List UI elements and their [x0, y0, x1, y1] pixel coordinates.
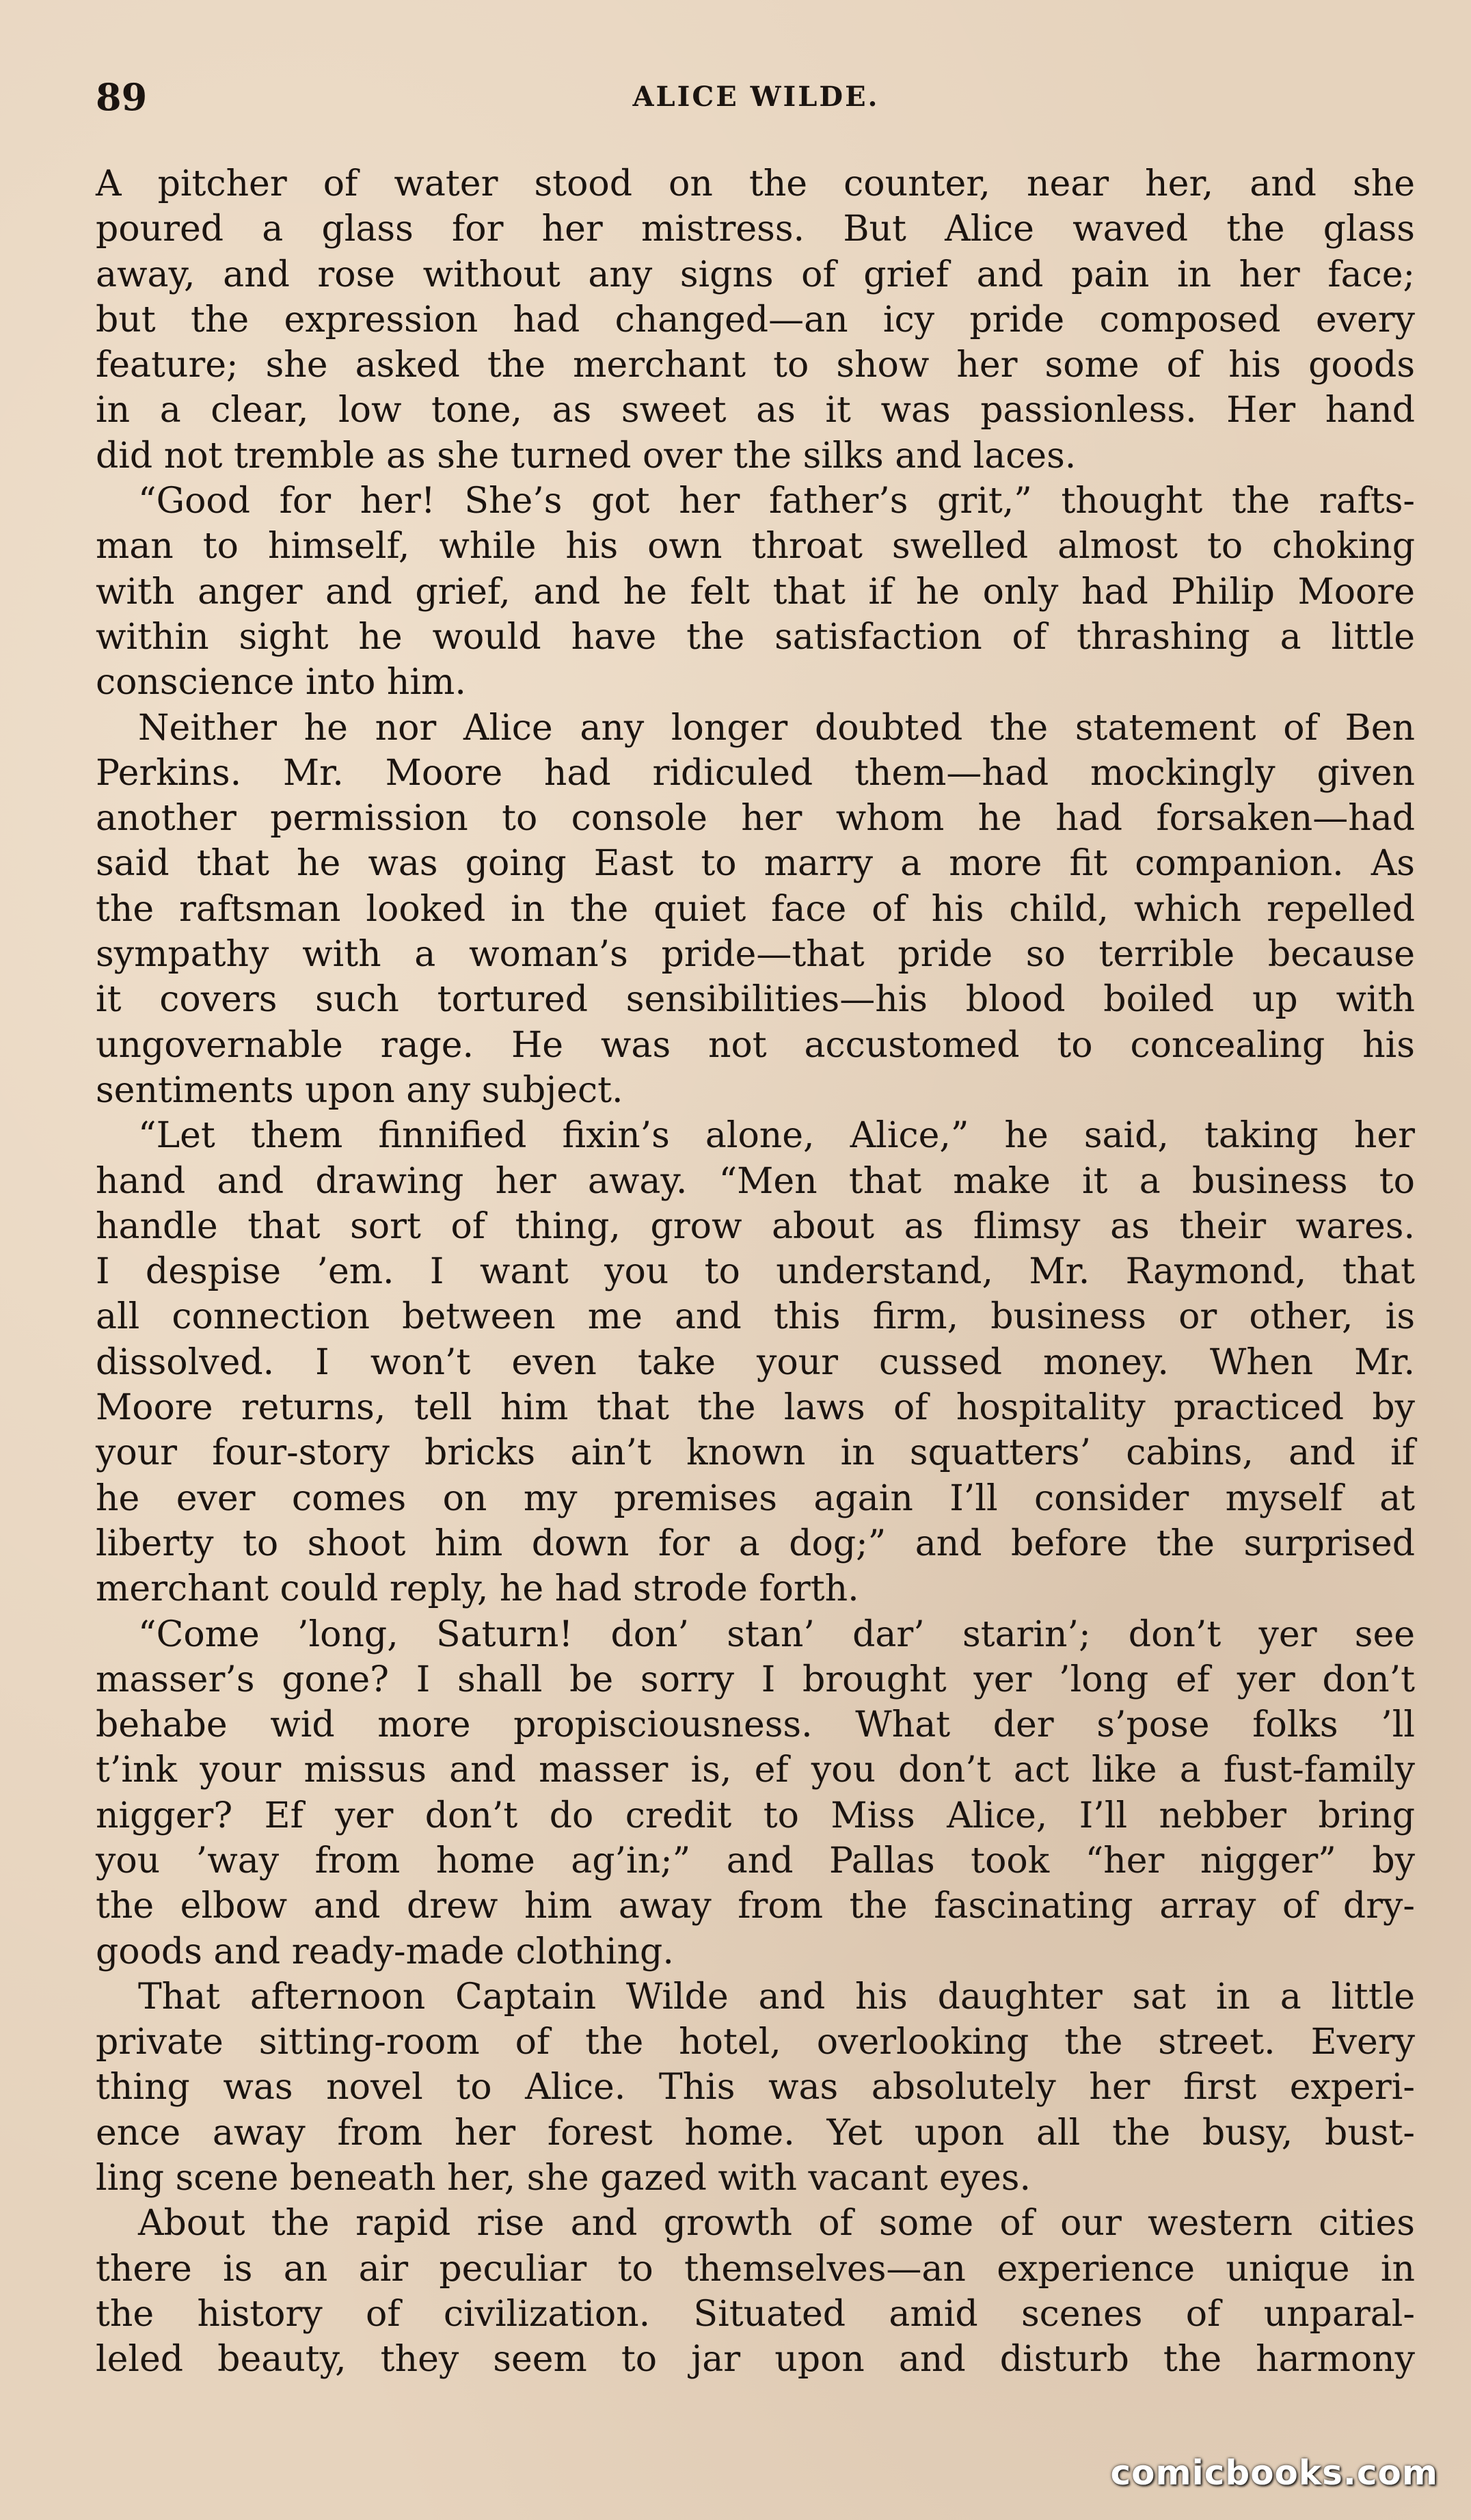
text-line: leled beauty, they seem to jar upon and disturb the harmony	[96, 2339, 1415, 2381]
text-line: the history of civilization. Situated amid scenes of unparal-	[96, 2293, 1415, 2335]
text-line: That afternoon Captain Wilde and his daughter sat in a little	[138, 1976, 1415, 2018]
text-line: handle that sort of thing, grow about as flimsy as their wares.	[96, 1205, 1415, 1247]
text-line: Neither he nor Alice any longer doubted the statement of Ben	[138, 707, 1415, 749]
text-line: behabe wid more propisciousness. What der s’pose folks ’ll	[96, 1704, 1415, 1746]
text-line: away, and rose without any signs of grief and pain in her face;	[96, 254, 1415, 295]
text-line: “Good for her! She’s got her father’s grit,” thought the rafts-	[138, 481, 1415, 522]
text-line: ungovernable rage. He was not accustomed to concealing his	[96, 1024, 1415, 1066]
text-line: nigger? Ef yer don’t do credit to Miss Alice, I’ll nebber bring	[96, 1795, 1415, 1836]
text-line: the raftsman looked in the quiet face of his child, which repelled	[96, 888, 1415, 930]
text-line: your four-story bricks ain’t known in squatters’ cabins, and if	[96, 1432, 1415, 1474]
text-line: sentiments upon any subject.	[96, 1069, 623, 1111]
text-line: hand and drawing her away. “Men that make it a business to	[96, 1160, 1415, 1202]
text-line: About the rapid rise and growth of some of our western cities	[138, 2203, 1415, 2244]
running-header	[96, 77, 1416, 118]
paragraph	[96, 706, 1415, 1114]
text-line: dissolved. I won’t even take your cussed money. When Mr.	[96, 1341, 1415, 1383]
paragraph	[96, 1974, 1415, 2201]
watermark: comicbooks.com	[1110, 2453, 1438, 2493]
text-line: you ’way from home ag’in;” and Pallas took “her nigger” by	[96, 1840, 1415, 1881]
text-line: masser’s gone? I shall be sorry I brought yer ’long ef yer don’t	[96, 1659, 1415, 1700]
paragraph	[96, 2201, 1415, 2382]
text-line: merchant could reply, he had strode forth.	[96, 1568, 859, 1610]
text-line: “Come ’long, Saturn! don’ stan’ dar’ starin’; don’t yer see	[138, 1613, 1415, 1655]
text-line: feature; she asked the merchant to show her some of his goods	[96, 345, 1415, 386]
text-line: thing was novel to Alice. This was absolutely her first experi-	[96, 2067, 1415, 2108]
running-title: ALICE WILDE.	[632, 81, 880, 113]
text-line: the elbow and drew him away from the fascinating array of dry-	[96, 1886, 1415, 1927]
text-line: “Let them finnified fixin’s alone, Alice,” he said, taking her	[138, 1115, 1415, 1157]
text-line: poured a glass for her mistress. But Alice waved the glass	[96, 209, 1415, 250]
text-line: he ever comes on my premises again I’ll consider myself at	[96, 1477, 1415, 1519]
text-line: liberty to shoot him down for a dog;” and before the surprised	[96, 1523, 1415, 1564]
paragraph	[96, 1612, 1415, 1974]
text-line: ling scene beneath her, she gazed with vacant eyes.	[96, 2158, 1031, 2199]
paragraph	[96, 1113, 1415, 1611]
text-line: t’ink your missus and masser is, ef you don’t act like a fust-family	[96, 1750, 1415, 1791]
text-line: it covers such tortured sensibilities—his blood boiled up with	[96, 979, 1415, 1021]
text-line: with anger and grief, and he felt that if he only had Philip Moore	[96, 571, 1415, 613]
text-line: there is an air peculiar to themselves—an experience unique in	[96, 2248, 1415, 2290]
text-line: but the expression had changed—an icy pride composed every	[96, 299, 1415, 340]
text-line: did not tremble as she turned over the silks and laces.	[96, 435, 1077, 477]
text-line: in a clear, low tone, as sweet as it was passionless. Her hand	[96, 390, 1415, 431]
text-line: sympathy with a woman’s pride—that pride so terrible because	[96, 934, 1415, 976]
text-line: Moore returns, tell him that the laws of hospitality practiced by	[96, 1387, 1415, 1429]
text-line: A pitcher of water stood on the counter, near her, and she	[96, 163, 1415, 204]
text-line: conscience into him.	[96, 662, 466, 703]
text-line: said that he was going East to marry a more fit companion. As	[96, 843, 1415, 885]
text-line: Perkins. Mr. Moore had ridiculed them—had mockingly given	[96, 752, 1415, 794]
text-line: ence away from her forest home. Yet upon all the busy, bust-	[96, 2112, 1415, 2154]
text-line: I despise ’em. I want you to understand, Mr. Raymond, that	[96, 1251, 1415, 1293]
text-line: goods and ready-made clothing.	[96, 1931, 674, 1972]
text-line: within sight he would have the satisfaction of thrashing a little	[96, 616, 1415, 658]
text-line: man to himself, while his own throat swelled almost to choking	[96, 526, 1415, 567]
body-text	[96, 161, 1415, 2383]
text-line: another permission to console her whom he had forsaken—had	[96, 798, 1415, 840]
paragraph	[96, 479, 1415, 705]
text-line: all connection between me and this firm, business or other, is	[96, 1296, 1415, 1338]
page-number: 89	[96, 75, 148, 119]
paragraph	[96, 161, 1415, 479]
text-line: private sitting-room of the hotel, overlooking the street. Every	[96, 2022, 1415, 2063]
